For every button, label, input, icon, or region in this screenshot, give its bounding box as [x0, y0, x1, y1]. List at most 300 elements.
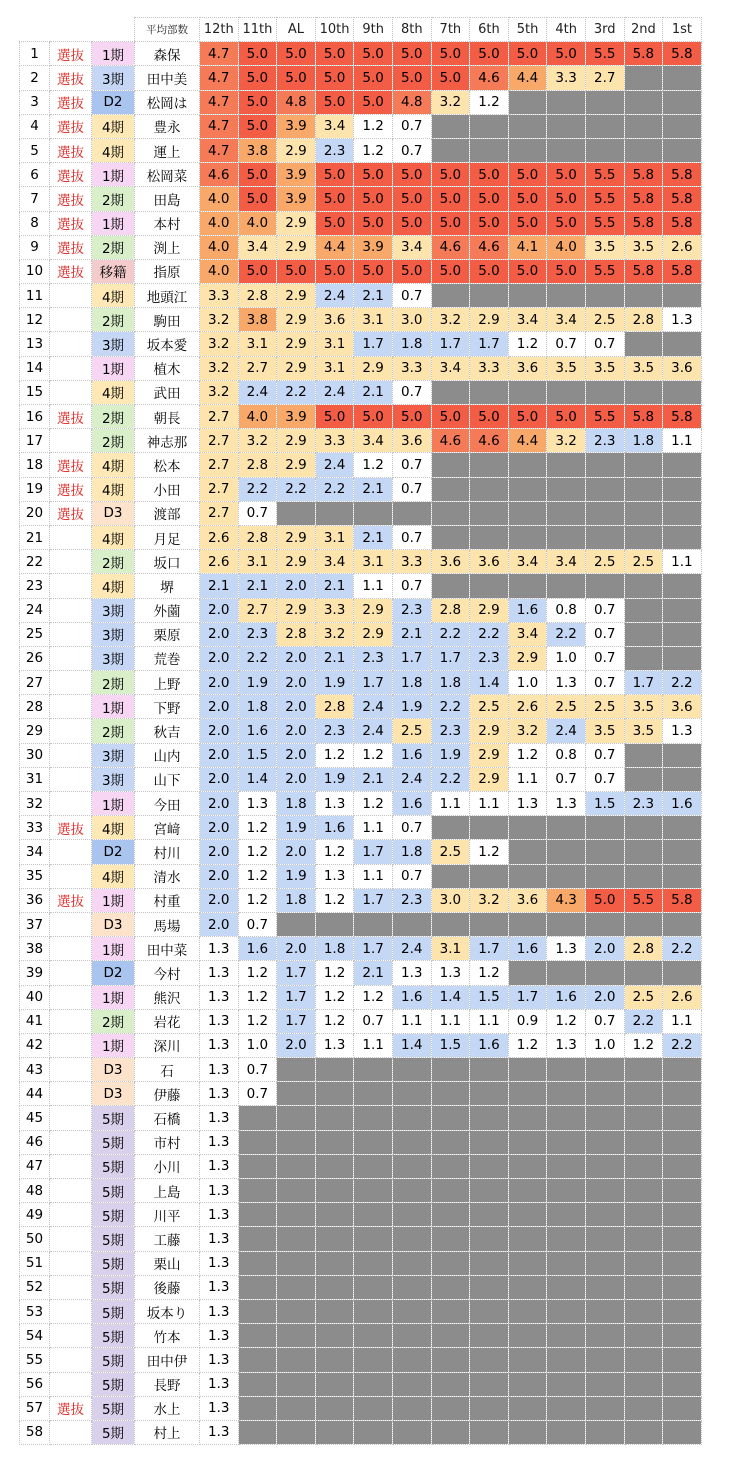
value-cell — [508, 1396, 547, 1420]
value-cell — [624, 598, 663, 622]
value-cell: 5.0 — [508, 42, 547, 66]
senbatsu-mark: 選抜 — [50, 114, 92, 138]
member-name: 駒田 — [135, 308, 200, 332]
value-cell: 1.5 — [585, 792, 624, 816]
column-header[interactable]: AL — [277, 18, 316, 42]
value-cell: 5.0 — [238, 90, 277, 114]
table-row[interactable] — [20, 66, 702, 90]
value-cell — [585, 1372, 624, 1396]
rank-number: 57 — [20, 1396, 50, 1420]
column-header[interactable]: 4th — [547, 18, 586, 42]
table-row[interactable] — [20, 937, 702, 961]
value-cell: 2.3 — [624, 792, 663, 816]
member-name: 田中美 — [135, 66, 200, 90]
member-name: 植木 — [135, 356, 200, 380]
value-cell: 5.0 — [431, 211, 470, 235]
value-cell: 2.9 — [470, 598, 509, 622]
value-cell — [508, 477, 547, 501]
table-row[interactable] — [20, 163, 702, 187]
value-cell — [277, 1154, 316, 1178]
table-row[interactable] — [20, 792, 702, 816]
value-cell — [663, 1372, 702, 1396]
value-cell — [508, 284, 547, 308]
generation-badge: 5期 — [92, 1227, 135, 1251]
value-cell: 1.3 — [238, 792, 277, 816]
value-cell: 1.0 — [238, 1033, 277, 1057]
value-cell: 4.0 — [200, 187, 239, 211]
value-cell — [663, 138, 702, 162]
rank-number: 38 — [20, 937, 50, 961]
table-row[interactable] — [20, 42, 702, 66]
value-cell — [392, 1227, 431, 1251]
value-cell: 2.2 — [663, 671, 702, 695]
value-cell: 2.9 — [470, 743, 509, 767]
table-row[interactable] — [20, 864, 702, 888]
value-cell: 1.1 — [470, 792, 509, 816]
value-cell: 2.6 — [663, 985, 702, 1009]
rank-number: 16 — [20, 405, 50, 429]
table-body — [20, 42, 702, 1445]
senbatsu-mark — [50, 961, 92, 985]
value-cell — [663, 1324, 702, 1348]
table-row[interactable] — [20, 90, 702, 114]
rank-number: 20 — [20, 501, 50, 525]
value-cell: 1.3 — [200, 1154, 239, 1178]
value-cell — [238, 1154, 277, 1178]
value-cell: 1.2 — [624, 1033, 663, 1057]
generation-badge: 1期 — [92, 937, 135, 961]
column-header[interactable]: 11th — [238, 18, 277, 42]
value-cell — [547, 816, 586, 840]
generation-badge: 4期 — [92, 477, 135, 501]
value-cell: 1.6 — [663, 792, 702, 816]
generation-badge: 5期 — [92, 1324, 135, 1348]
member-name: 栗山 — [135, 1251, 200, 1275]
value-cell: 3.1 — [315, 332, 354, 356]
value-cell: 1.8 — [392, 840, 431, 864]
value-cell: 0.7 — [392, 138, 431, 162]
header-row — [20, 18, 702, 42]
value-cell — [508, 1058, 547, 1082]
table-row[interactable] — [20, 114, 702, 138]
value-cell — [470, 1082, 509, 1106]
table-row[interactable] — [20, 767, 702, 791]
rank-number: 19 — [20, 477, 50, 501]
generation-badge: 5期 — [92, 1251, 135, 1275]
value-cell: 1.1 — [663, 1009, 702, 1033]
value-cell — [508, 1299, 547, 1323]
value-cell: 1.9 — [277, 816, 316, 840]
value-cell — [547, 114, 586, 138]
value-cell — [354, 1324, 393, 1348]
value-cell — [663, 1082, 702, 1106]
value-cell: 5.0 — [470, 42, 509, 66]
value-cell: 2.1 — [354, 767, 393, 791]
senbatsu-mark: 選抜 — [50, 66, 92, 90]
value-cell — [547, 1348, 586, 1372]
member-name: 村川 — [135, 840, 200, 864]
value-cell: 2.9 — [277, 211, 316, 235]
value-cell — [354, 1154, 393, 1178]
table-row[interactable] — [20, 646, 702, 670]
table-row[interactable] — [20, 1033, 702, 1057]
table-row[interactable] — [20, 1058, 702, 1082]
column-header[interactable]: 9th — [354, 18, 393, 42]
value-cell — [585, 1154, 624, 1178]
value-cell: 2.1 — [354, 477, 393, 501]
value-cell — [392, 1058, 431, 1082]
value-cell — [547, 1396, 586, 1420]
table-row[interactable] — [20, 1130, 702, 1154]
value-cell — [470, 1324, 509, 1348]
table-row[interactable] — [20, 453, 702, 477]
value-cell — [354, 1179, 393, 1203]
value-cell — [585, 1251, 624, 1275]
table-row[interactable] — [20, 1203, 702, 1227]
value-cell — [624, 1275, 663, 1299]
value-cell: 1.3 — [200, 1420, 239, 1444]
value-cell — [624, 1227, 663, 1251]
value-cell — [624, 1154, 663, 1178]
table-row[interactable] — [20, 429, 702, 453]
table-row[interactable] — [20, 888, 702, 912]
generation-badge: 4期 — [92, 284, 135, 308]
value-cell: 0.7 — [585, 671, 624, 695]
value-cell — [470, 501, 509, 525]
value-cell — [547, 477, 586, 501]
table-row[interactable] — [20, 356, 702, 380]
value-cell: 2.1 — [354, 380, 393, 404]
generation-badge: 2期 — [92, 550, 135, 574]
value-cell: 1.3 — [200, 1106, 239, 1130]
value-cell — [392, 1396, 431, 1420]
value-cell — [238, 1299, 277, 1323]
value-cell: 5.0 — [238, 66, 277, 90]
rank-number: 2 — [20, 66, 50, 90]
value-cell: 0.8 — [547, 743, 586, 767]
generation-badge: D2 — [92, 840, 135, 864]
value-cell: 5.0 — [547, 42, 586, 66]
rank-number: 15 — [20, 380, 50, 404]
column-header[interactable]: 5th — [508, 18, 547, 42]
table-row[interactable] — [20, 985, 702, 1009]
table-row[interactable] — [20, 259, 702, 283]
value-cell: 1.1 — [354, 816, 393, 840]
value-cell — [663, 743, 702, 767]
table-row[interactable] — [20, 550, 702, 574]
table-row[interactable] — [20, 912, 702, 936]
value-cell — [663, 622, 702, 646]
value-cell — [585, 525, 624, 549]
value-cell: 3.4 — [392, 235, 431, 259]
table-row[interactable] — [20, 405, 702, 429]
table-row[interactable] — [20, 187, 702, 211]
value-cell: 3.3 — [392, 356, 431, 380]
value-cell — [470, 453, 509, 477]
value-cell — [238, 1106, 277, 1130]
table-row[interactable] — [20, 1372, 702, 1396]
generation-badge: D3 — [92, 501, 135, 525]
table-row[interactable] — [20, 1275, 702, 1299]
value-cell — [663, 501, 702, 525]
value-cell — [277, 1106, 316, 1130]
value-cell — [315, 1058, 354, 1082]
value-cell: 1.2 — [354, 743, 393, 767]
value-cell: 3.9 — [277, 114, 316, 138]
generation-badge: 5期 — [92, 1203, 135, 1227]
value-cell — [238, 1130, 277, 1154]
value-cell: 2.9 — [277, 525, 316, 549]
value-cell — [392, 1154, 431, 1178]
value-cell — [431, 1227, 470, 1251]
senbatsu-mark — [50, 1324, 92, 1348]
table-row[interactable] — [20, 1324, 702, 1348]
value-cell — [547, 284, 586, 308]
value-cell — [663, 453, 702, 477]
value-cell: 3.4 — [508, 308, 547, 332]
value-cell — [238, 1420, 277, 1444]
member-name: 堺 — [135, 574, 200, 598]
table-row[interactable] — [20, 211, 702, 235]
senbatsu-mark — [50, 1082, 92, 1106]
rank-number: 47 — [20, 1154, 50, 1178]
rank-number: 6 — [20, 163, 50, 187]
value-cell — [238, 1179, 277, 1203]
rank-number: 28 — [20, 695, 50, 719]
value-cell: 2.0 — [585, 937, 624, 961]
table-row[interactable] — [20, 1106, 702, 1130]
table-row[interactable] — [20, 308, 702, 332]
rank-number: 45 — [20, 1106, 50, 1130]
value-cell: 2.5 — [585, 308, 624, 332]
value-cell — [585, 284, 624, 308]
value-cell: 1.7 — [431, 646, 470, 670]
column-header[interactable]: 8th — [392, 18, 431, 42]
value-cell — [663, 574, 702, 598]
value-cell: 2.2 — [238, 477, 277, 501]
value-cell — [392, 1130, 431, 1154]
value-cell — [277, 1227, 316, 1251]
value-cell: 4.0 — [238, 211, 277, 235]
value-cell — [508, 1130, 547, 1154]
value-cell: 5.8 — [663, 405, 702, 429]
value-cell: 1.3 — [200, 1324, 239, 1348]
member-name: 松岡は — [135, 90, 200, 114]
value-cell — [277, 1251, 316, 1275]
value-cell — [624, 284, 663, 308]
value-cell: 1.3 — [200, 1227, 239, 1251]
senbatsu-mark — [50, 1299, 92, 1323]
value-cell: 3.4 — [315, 114, 354, 138]
table-row[interactable] — [20, 1396, 702, 1420]
table-row[interactable] — [20, 743, 702, 767]
value-cell: 0.7 — [392, 574, 431, 598]
value-cell: 1.8 — [431, 671, 470, 695]
value-cell: 1.3 — [547, 671, 586, 695]
value-cell: 2.0 — [200, 622, 239, 646]
value-cell — [585, 912, 624, 936]
value-cell — [547, 1275, 586, 1299]
value-cell: 3.2 — [508, 719, 547, 743]
value-cell: 1.3 — [663, 308, 702, 332]
value-cell: 1.7 — [354, 937, 393, 961]
table-row[interactable] — [20, 380, 702, 404]
value-cell: 1.2 — [547, 1009, 586, 1033]
table-row[interactable] — [20, 695, 702, 719]
senbatsu-mark — [50, 1009, 92, 1033]
value-cell: 3.3 — [547, 66, 586, 90]
member-name: 坂口 — [135, 550, 200, 574]
value-cell — [508, 574, 547, 598]
value-cell: 3.3 — [315, 598, 354, 622]
table-row[interactable] — [20, 1179, 702, 1203]
column-header[interactable]: 10th — [315, 18, 354, 42]
value-cell: 2.8 — [431, 598, 470, 622]
senbatsu-mark — [50, 574, 92, 598]
value-cell: 1.6 — [470, 1033, 509, 1057]
table-row[interactable] — [20, 1227, 702, 1251]
table-row[interactable] — [20, 719, 702, 743]
table-row[interactable] — [20, 622, 702, 646]
member-name: 月足 — [135, 525, 200, 549]
column-header[interactable]: 1st — [663, 18, 702, 42]
value-cell: 3.9 — [277, 187, 316, 211]
table-row[interactable] — [20, 1348, 702, 1372]
value-cell: 0.7 — [392, 284, 431, 308]
table-row[interactable] — [20, 501, 702, 525]
value-cell — [354, 1251, 393, 1275]
value-cell: 5.0 — [238, 259, 277, 283]
member-name: 指原 — [135, 259, 200, 283]
value-cell: 3.1 — [431, 937, 470, 961]
generation-badge: 4期 — [92, 525, 135, 549]
value-cell: 0.7 — [392, 525, 431, 549]
value-cell — [663, 1058, 702, 1082]
table-row[interactable] — [20, 284, 702, 308]
value-cell: 5.8 — [663, 163, 702, 187]
value-cell: 5.0 — [315, 187, 354, 211]
value-cell — [354, 1130, 393, 1154]
table-row[interactable] — [20, 1299, 702, 1323]
value-cell — [354, 1082, 393, 1106]
value-cell: 1.2 — [238, 1009, 277, 1033]
column-header[interactable]: 6th — [470, 18, 509, 42]
value-cell: 5.0 — [547, 259, 586, 283]
table-row[interactable] — [20, 598, 702, 622]
value-cell: 1.7 — [470, 937, 509, 961]
value-cell: 1.6 — [238, 937, 277, 961]
rank-number: 9 — [20, 235, 50, 259]
value-cell: 2.2 — [470, 622, 509, 646]
rank-number: 7 — [20, 187, 50, 211]
table-row[interactable] — [20, 840, 702, 864]
value-cell: 3.2 — [200, 308, 239, 332]
value-cell — [585, 1203, 624, 1227]
value-cell: 1.2 — [238, 985, 277, 1009]
table-row[interactable] — [20, 671, 702, 695]
table-row[interactable] — [20, 332, 702, 356]
value-cell: 2.8 — [238, 525, 277, 549]
table-row[interactable] — [20, 1009, 702, 1033]
value-cell: 1.7 — [354, 671, 393, 695]
table-row[interactable] — [20, 574, 702, 598]
value-cell: 2.3 — [315, 719, 354, 743]
rank-number: 12 — [20, 308, 50, 332]
value-cell — [392, 1420, 431, 1444]
table-row[interactable] — [20, 138, 702, 162]
value-cell: 0.7 — [238, 501, 277, 525]
value-cell: 1.3 — [200, 1372, 239, 1396]
rank-number: 43 — [20, 1058, 50, 1082]
value-cell: 0.7 — [238, 1082, 277, 1106]
generation-badge: 1期 — [92, 1033, 135, 1057]
table-row[interactable] — [20, 235, 702, 259]
value-cell: 2.8 — [277, 622, 316, 646]
table-row[interactable] — [20, 477, 702, 501]
value-cell — [392, 912, 431, 936]
table-row[interactable] — [20, 961, 702, 985]
member-name: 村上 — [135, 1420, 200, 1444]
value-cell — [431, 284, 470, 308]
value-cell: 1.2 — [470, 961, 509, 985]
value-cell — [624, 1372, 663, 1396]
table-row[interactable] — [20, 525, 702, 549]
value-cell: 3.5 — [585, 235, 624, 259]
rank-number: 22 — [20, 550, 50, 574]
rank-number: 42 — [20, 1033, 50, 1057]
column-header[interactable]: 12th — [200, 18, 239, 42]
table-row[interactable] — [20, 816, 702, 840]
column-header[interactable]: 7th — [431, 18, 470, 42]
value-cell: 3.5 — [624, 719, 663, 743]
value-cell: 5.0 — [392, 66, 431, 90]
value-cell: 1.3 — [200, 985, 239, 1009]
value-cell: 2.9 — [277, 284, 316, 308]
rank-number: 1 — [20, 42, 50, 66]
rank-number: 31 — [20, 767, 50, 791]
value-cell — [508, 501, 547, 525]
value-cell — [431, 1058, 470, 1082]
value-cell — [624, 864, 663, 888]
value-cell — [663, 1154, 702, 1178]
value-cell — [277, 1179, 316, 1203]
table-row[interactable] — [20, 1082, 702, 1106]
value-cell: 5.5 — [624, 888, 663, 912]
value-cell: 3.1 — [315, 525, 354, 549]
value-cell — [624, 501, 663, 525]
value-cell: 5.0 — [431, 42, 470, 66]
value-cell: 1.2 — [315, 888, 354, 912]
value-cell — [624, 1251, 663, 1275]
value-cell: 5.0 — [585, 888, 624, 912]
value-cell — [277, 1299, 316, 1323]
table-row[interactable] — [20, 1154, 702, 1178]
value-cell: 5.0 — [547, 211, 586, 235]
table-row[interactable] — [20, 1420, 702, 1444]
generation-badge: 4期 — [92, 453, 135, 477]
column-header[interactable]: 2nd — [624, 18, 663, 42]
member-name: 村重 — [135, 888, 200, 912]
value-cell — [470, 1251, 509, 1275]
table-row[interactable] — [20, 1251, 702, 1275]
value-cell — [238, 1324, 277, 1348]
value-cell: 3.1 — [238, 332, 277, 356]
member-name: 荒巻 — [135, 646, 200, 670]
value-cell — [624, 1106, 663, 1130]
column-header[interactable]: 3rd — [585, 18, 624, 42]
value-cell — [624, 1324, 663, 1348]
value-cell: 1.4 — [238, 767, 277, 791]
